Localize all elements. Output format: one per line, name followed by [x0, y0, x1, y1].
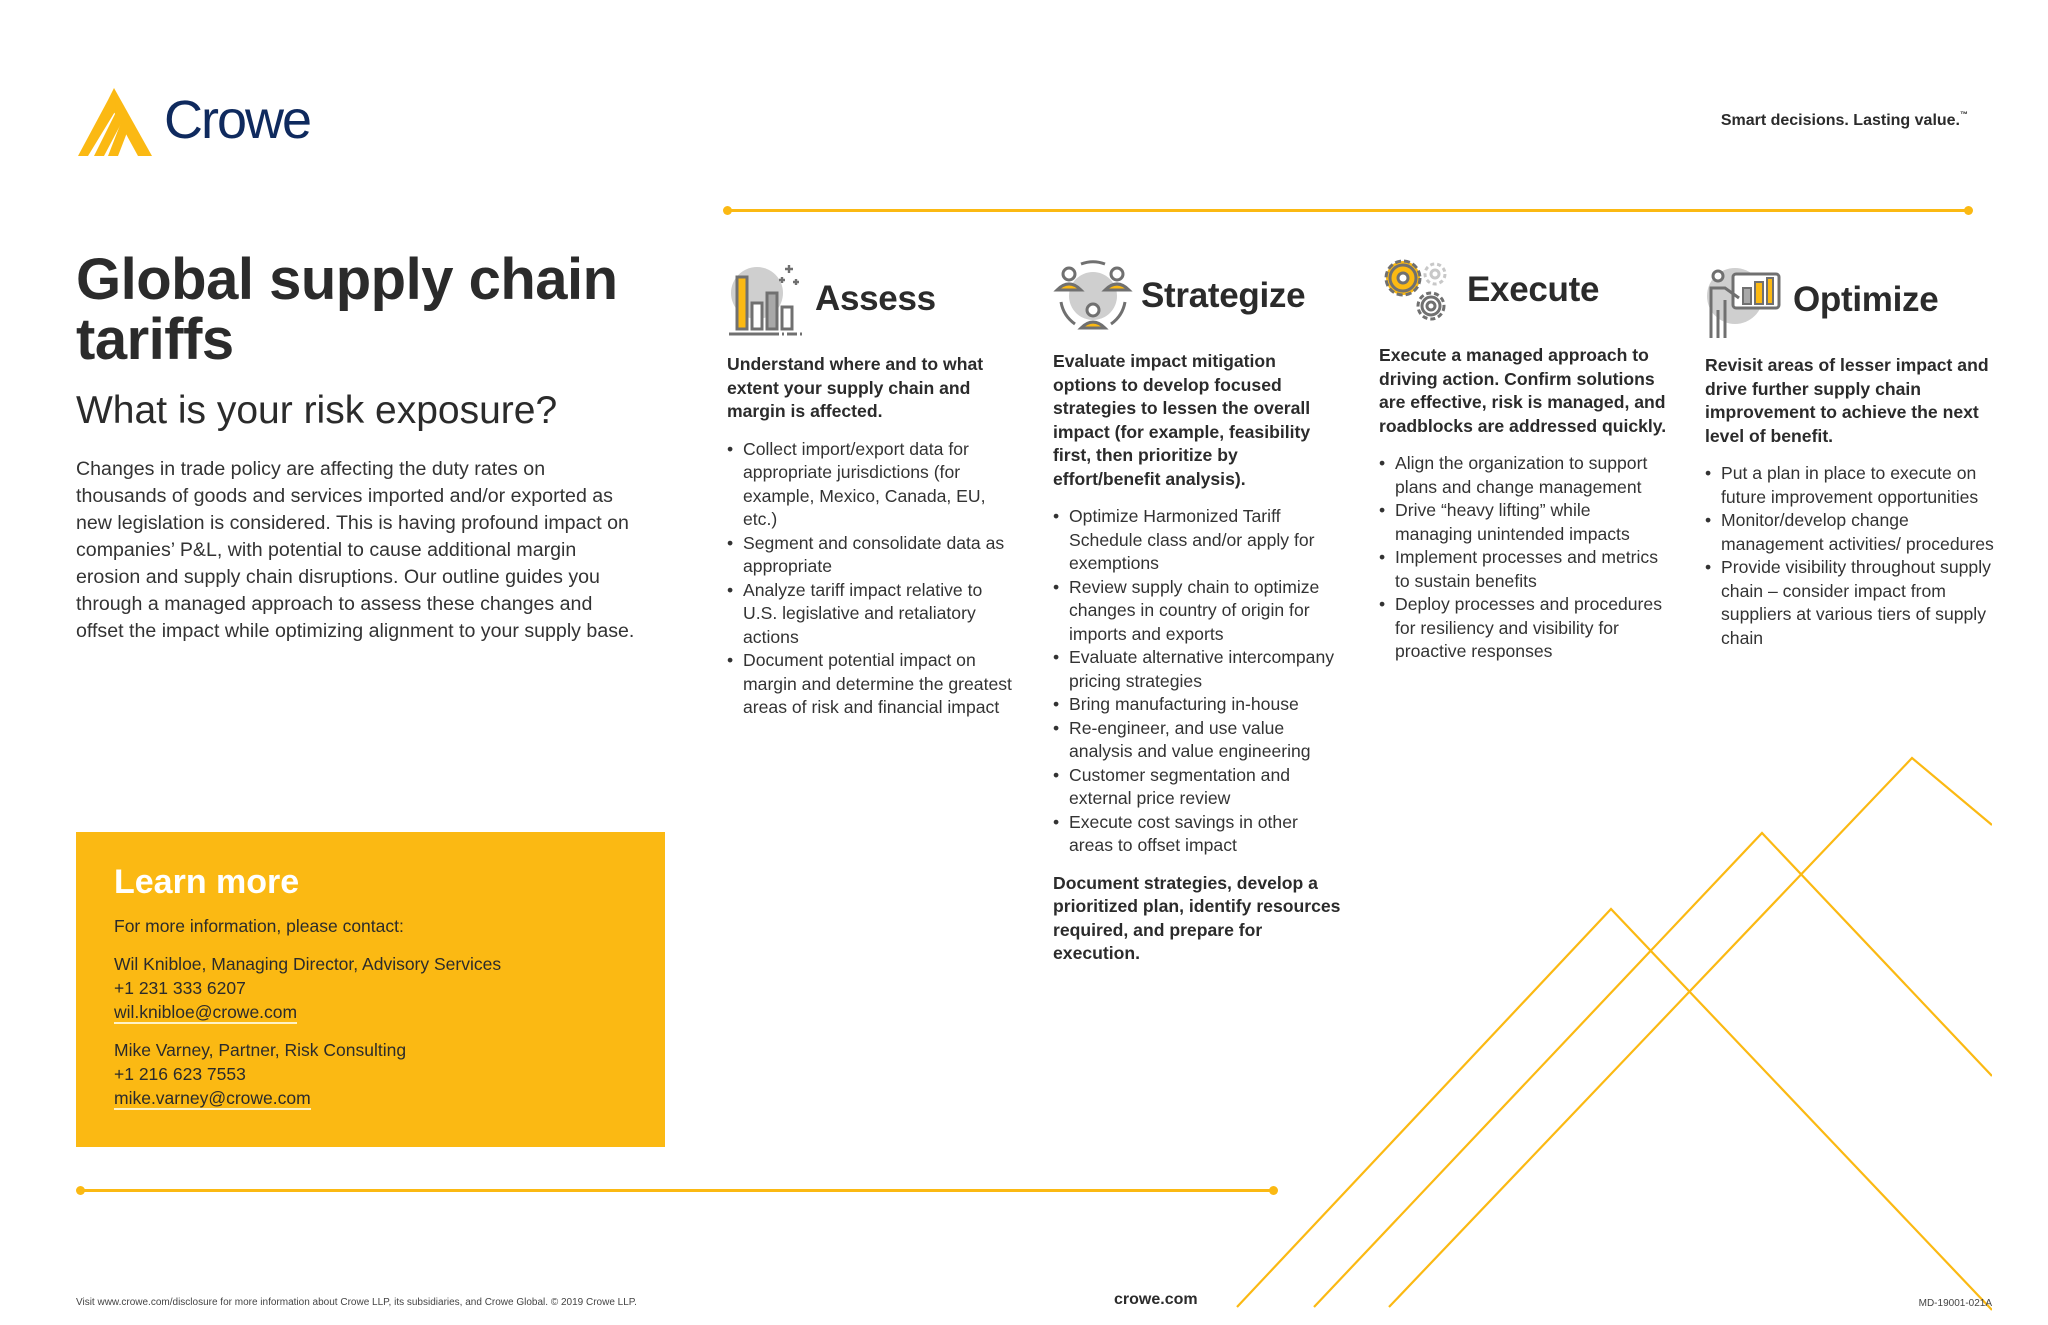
contact-phone: +1 231 333 6207 — [114, 978, 246, 998]
crowe-peak-icon — [74, 86, 154, 158]
list-item: • Bring manufacturing in-house — [1053, 693, 1343, 717]
list-item: • Deploy processes and procedures for resiliency and visibility for proactive responses — [1379, 593, 1669, 664]
phase-summary: Document strategies, develop a prioritized plan, identify resources required, and prepare for execution. — [1053, 872, 1341, 963]
list-item: • Analyze tariff impact relative to U.S. legislative and retaliatory actions — [727, 579, 1017, 650]
website-link[interactable]: crowe.com — [1114, 1291, 1198, 1308]
tagline-text: Smart decisions. Lasting value. — [1720, 112, 1960, 129]
list-item: • Align the organization to support plans and change management — [1379, 452, 1669, 499]
disclaimer-text: Visit www.crowe.com/disclosure for more information about Crowe LLP, its subsidiaries, and Crowe Global. © 2019 Crowe LLP. — [76, 1297, 637, 1308]
crowe-wordmark: Crowe — [164, 90, 311, 150]
bar-chart-icon — [727, 259, 807, 339]
phase-execute — [1379, 256, 1669, 664]
learn-more-heading: Learn more — [114, 863, 300, 901]
contact-phone: +1 216 623 7553 — [114, 1064, 246, 1084]
crowe-logo — [74, 86, 334, 158]
list-item: • Re-engineer, and use value analysis and value engineering — [1053, 717, 1343, 764]
phase-title: Optimize — [1793, 280, 1939, 319]
phase-title: Execute — [1467, 270, 1600, 309]
contact-name: Wil Knibloe, Managing Director, Advisory Services — [114, 954, 502, 974]
learn-more-lead: For more information, please contact: — [114, 916, 404, 936]
phase-title: Assess — [815, 279, 936, 318]
phase-lead: Revisit areas of lesser impact and drive further supply chain improvement to achieve the next level of benefit. — [1705, 355, 1989, 446]
list-item: • Execute cost savings in other areas to offset impact — [1053, 811, 1343, 858]
list-item: • Customer segmentation and external price review — [1053, 764, 1343, 811]
list-item: • Segment and consolidate data as appropriate — [727, 532, 1017, 579]
tagline — [1721, 112, 1968, 130]
contact-card — [114, 1038, 627, 1110]
contact-name: Mike Varney, Partner, Risk Consulting — [114, 1040, 407, 1060]
phase-header — [1053, 256, 1343, 336]
list-item: • Optimize Harmonized Tariff Schedule class and/or apply for exemptions — [1053, 505, 1343, 576]
contact-card — [114, 952, 627, 1024]
list-item: • Collect import/export data for appropriate jurisdictions (for example, Mexico, Canada, EU, etc.) — [727, 438, 1017, 532]
phase-optimize — [1705, 256, 1995, 650]
list-item: • Document potential impact on margin and determine the greatest areas of risk and financial impact — [727, 649, 1017, 720]
list-item: • Monitor/develop change management activities/ procedures — [1705, 509, 1995, 556]
phase-lead: Execute a managed approach to driving action. Confirm solutions are effective, risk is managed, and roadblocks are addressed quickly. — [1379, 345, 1667, 436]
bottom-divider — [80, 1189, 1274, 1192]
phase-bullets — [727, 438, 1017, 720]
phase-bullets — [1705, 462, 1995, 650]
list-item: • Put a plan in place to execute on future improvement opportunities — [1705, 462, 1995, 509]
learn-more-box — [76, 832, 665, 1147]
presenter-chart-icon — [1705, 260, 1785, 340]
phase-bullets — [1053, 505, 1343, 858]
trademark-mark: ™ — [1960, 110, 1968, 119]
contact-email-link[interactable]: wil.knibloe@crowe.com — [114, 1002, 298, 1022]
intro-paragraph: Changes in trade policy are affecting the duty rates on thousands of goods and services imported and/or exported as new legislation is considered. This is having profound impact on companies’ P&L, with potential to cause additional margin erosion and supply chain disruptions. Our outline guides you through a managed approach to assess these changes and offset the impact while optimizing alignment to your supply base. — [76, 458, 635, 642]
phase-strategize — [1053, 256, 1343, 966]
top-divider — [727, 209, 1969, 212]
phase-header — [727, 259, 1017, 339]
team-cycle-icon — [1053, 256, 1133, 336]
list-item: • Implement processes and metrics to sustain benefits — [1379, 546, 1669, 593]
phase-header — [1705, 260, 1995, 340]
document-id: MD-19001-021A — [1918, 1298, 1992, 1309]
list-item: • Evaluate alternative intercompany pricing strategies — [1053, 646, 1343, 693]
list-item: • Drive “heavy lifting” while managing unintended impacts — [1379, 499, 1669, 546]
phase-header — [1379, 250, 1669, 330]
contact-email-link[interactable]: mike.varney@crowe.com — [114, 1088, 311, 1108]
list-item: • Provide visibility throughout supply chain – consider impact from suppliers at various tiers of supply chain — [1705, 556, 1995, 650]
phase-lead: Evaluate impact mitigation options to develop focused strategies to lessen the overall impact (for example, feasibility first, then prioritize by effort/benefit analysis). — [1053, 351, 1311, 489]
phase-bullets — [1379, 452, 1669, 664]
page-subtitle: What is your risk exposure? — [76, 389, 558, 432]
gears-icon — [1379, 250, 1459, 330]
phase-lead: Understand where and to what extent your supply chain and margin is affected. — [727, 354, 984, 421]
phase-assess — [727, 256, 1017, 720]
phase-title: Strategize — [1141, 276, 1306, 315]
list-item: • Review supply chain to optimize changes in country of origin for imports and exports — [1053, 576, 1343, 647]
page-title: Global supply chain tariffs — [76, 247, 618, 372]
